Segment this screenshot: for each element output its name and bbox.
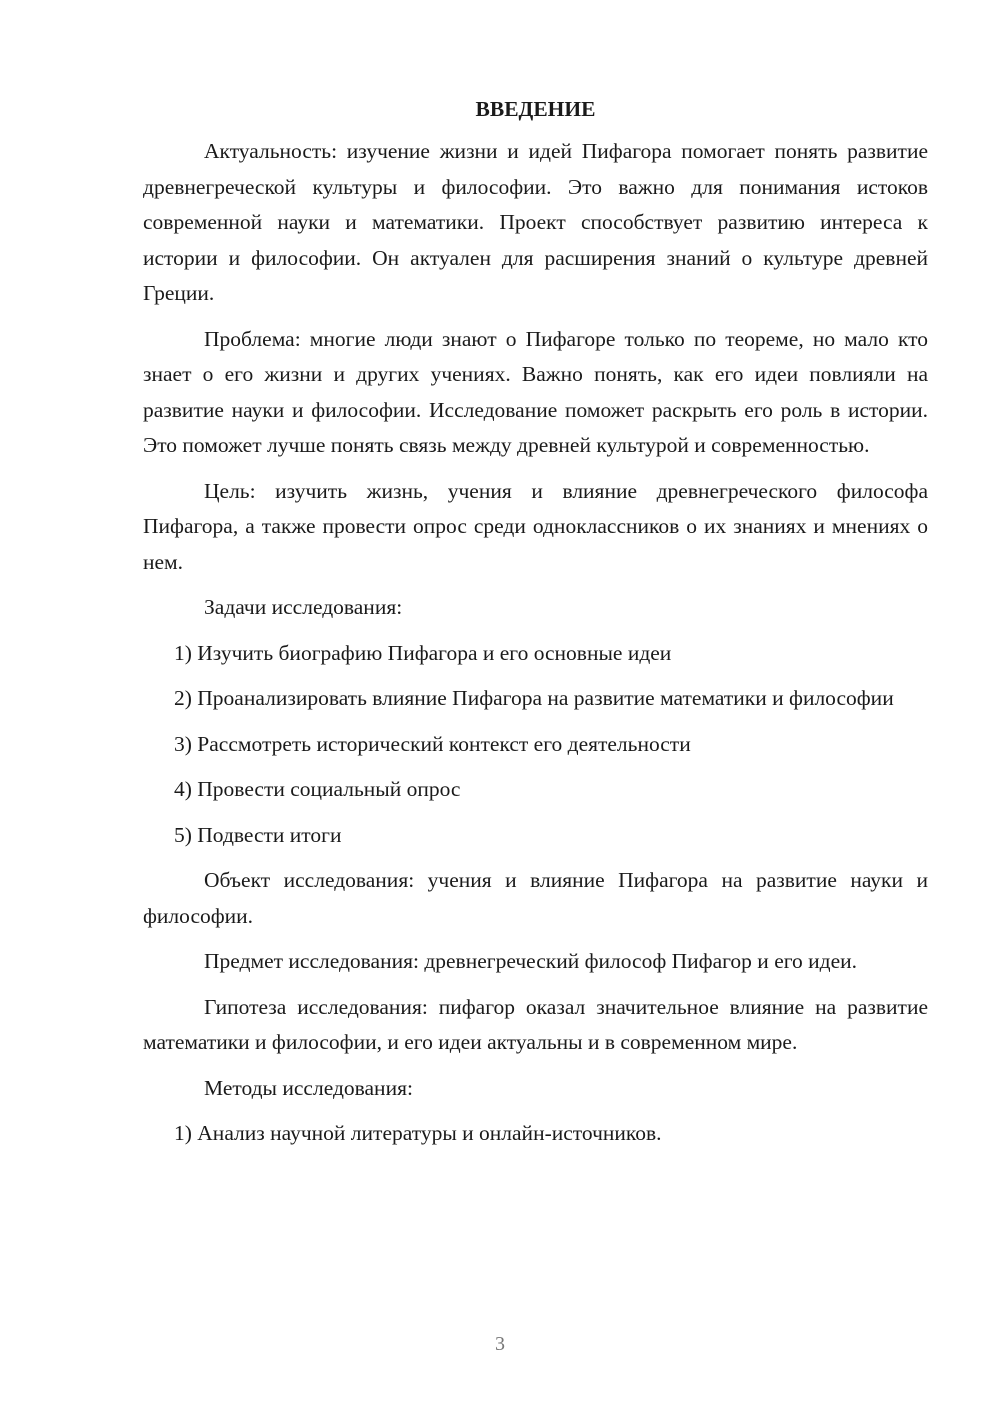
document-page bbox=[143, 92, 928, 1162]
hypothesis-paragraph: Гипотеза исследования: пифагор оказал значительное влияние на развитие математики и философии, и его идеи актуальны и в современном мире. bbox=[143, 994, 928, 1054]
tasks-list bbox=[143, 636, 928, 854]
goal-paragraph: Цель: изучить жизнь, учения и влияние древнегреческого философа Пифагора, а также провести опрос среди одноклассников о их знаниях и мнениях о нем. bbox=[143, 478, 928, 574]
object-paragraph: Объект исследования: учения и влияние Пифагора на развитие науки и философии. bbox=[143, 868, 928, 928]
methods-list bbox=[143, 1116, 928, 1152]
subject-paragraph: Предмет исследования: древнегреческий философ Пифагор и его идеи. bbox=[204, 949, 858, 973]
list-item: 2) Проанализировать влияние Пифагора на развитие математики и философии bbox=[174, 686, 894, 710]
methods-title: Методы исследования: bbox=[204, 1075, 413, 1100]
list-item: 5) Подвести итоги bbox=[174, 822, 342, 847]
relevance-paragraph: Актуальность: изучение жизни и идей Пифагора помогает понять развитие древнегреческой культуры и философии. Это важно для понимания истоков современной науки и математики. Проект способствует развитию интереса к истории и философии. Он актуален для расширения знаний о культуре древней Греции. bbox=[143, 139, 928, 305]
list-item: 3) Рассмотреть исторический контекст его деятельности bbox=[174, 731, 691, 756]
section-heading: ВВЕДЕНИЕ bbox=[475, 97, 596, 121]
problem-paragraph: Проблема: многие люди знают о Пифагоре только по теореме, но мало кто знает о его жизни и других учениях. Важно понять, как его идеи повлияли на развитие науки и философии. Исследование поможет раскрыть его роль в истории. Это поможет лучше понять связь между древней культурой и современностью. bbox=[143, 326, 928, 457]
list-item: 1) Анализ научной литературы и онлайн-источников. bbox=[174, 1121, 662, 1145]
list-item: 1) Изучить биографию Пифагора и его основные идеи bbox=[174, 640, 672, 665]
list-item: 4) Провести социальный опрос bbox=[174, 777, 461, 801]
page-number: 3 bbox=[495, 1333, 505, 1355]
tasks-title: Задачи исследования: bbox=[204, 595, 403, 619]
